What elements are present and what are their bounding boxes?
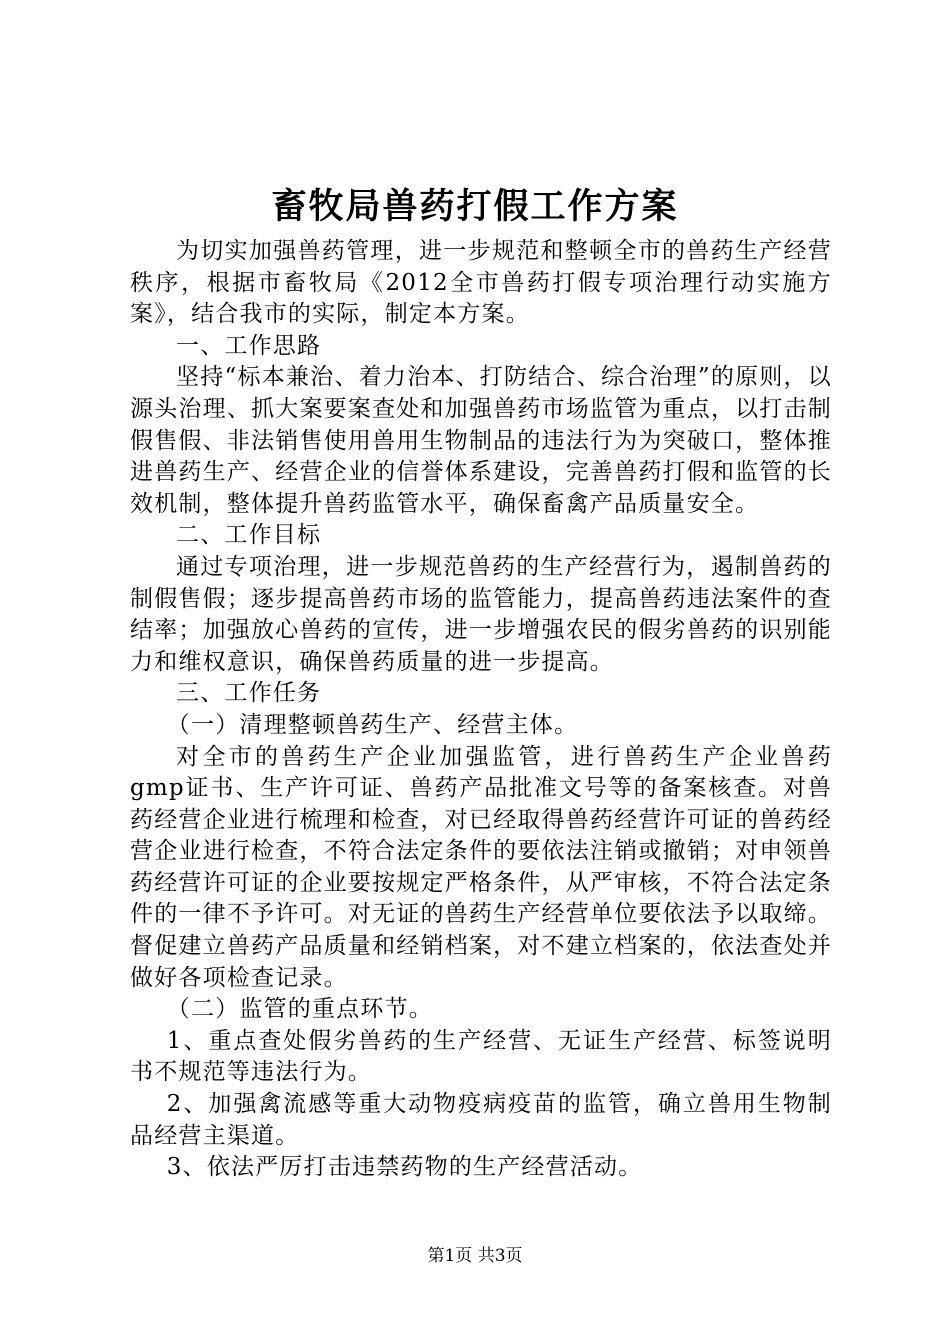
section-heading-tasks: 三、工作任务 — [176, 680, 322, 707]
subsection-heading-rectify: （一）清理整顿兽药生产、经营主体。 — [166, 711, 579, 738]
section-heading-goals: 二、工作目标 — [176, 522, 322, 549]
list-item: 3、依法严厉打击违禁药物的生产经营活动。 — [166, 1154, 643, 1181]
rectify-paragraph: 对全市的兽药生产企业加强监管，进行兽药生产企业兽药gmp证书、生产许可证、兽药产品批准文号等的备案核查。对兽药经营企业进行梳理和检查，对已经取得兽药经营许可证的兽药经营企业进行检查，不符合法定条件的要依法注销或撤销；对申领兽药经营许可证的企业要按规定严格条件，从严审核，不符合法定条件的一律不予许可。对无证的兽药生产经营单位要依法予以取缔。督促建立兽药产品质量和经销档案，对不建立档案的，依法查处并做好各项检查记录。 — [130, 743, 832, 991]
subsection-heading-key-links: （二）监管的重点环节。 — [166, 996, 433, 1023]
list-item: 2、加强禽流感等重大动物疫病疫苗的监管，确立兽用生物制品经营主渠道。 — [130, 1091, 832, 1149]
document-title: 畜牧局兽药打假工作方案 — [271, 186, 679, 227]
intro-paragraph: 为切实加强兽药管理，进一步规范和整顿全市的兽药生产经营秩序，根据市畜牧局《2012全市兽药打假专项治理行动实施方案》，结合我市的实际，制定本方案。 — [130, 238, 832, 328]
approach-paragraph: 坚持“标本兼治、着力治本、打防结合、综合治理”的原则，以源头治理、抓大案要案查处和加强兽药市场监管为重点，以打击制假售假、非法销售使用兽用生物制品的违法行为为突破口，整体推进兽药生产、经营企业的信誉体系建设，完善兽药打假和监管的长效机制，整体提升兽药监管水平，确保畜禽产品质量安全。 — [130, 364, 832, 517]
page-number-footer: 第1页 共3页 — [427, 1246, 523, 1266]
section-heading-approach: 一、工作思路 — [176, 332, 322, 359]
list-item: 1、重点查处假劣兽药的生产经营、无证生产经营、标签说明书不规范等违法行为。 — [130, 1027, 832, 1086]
document-body — [130, 236, 832, 1184]
goals-paragraph: 通过专项治理，进一步规范兽药的生产经营行为，遏制兽药的制假售假；逐步提高兽药市场的监管能力，提高兽药违法案件的查结率；加强放心兽药的宣传，进一步增强农民的假劣兽药的识别能力和维权意识，确保兽药质量的进一步提高。 — [130, 553, 832, 675]
